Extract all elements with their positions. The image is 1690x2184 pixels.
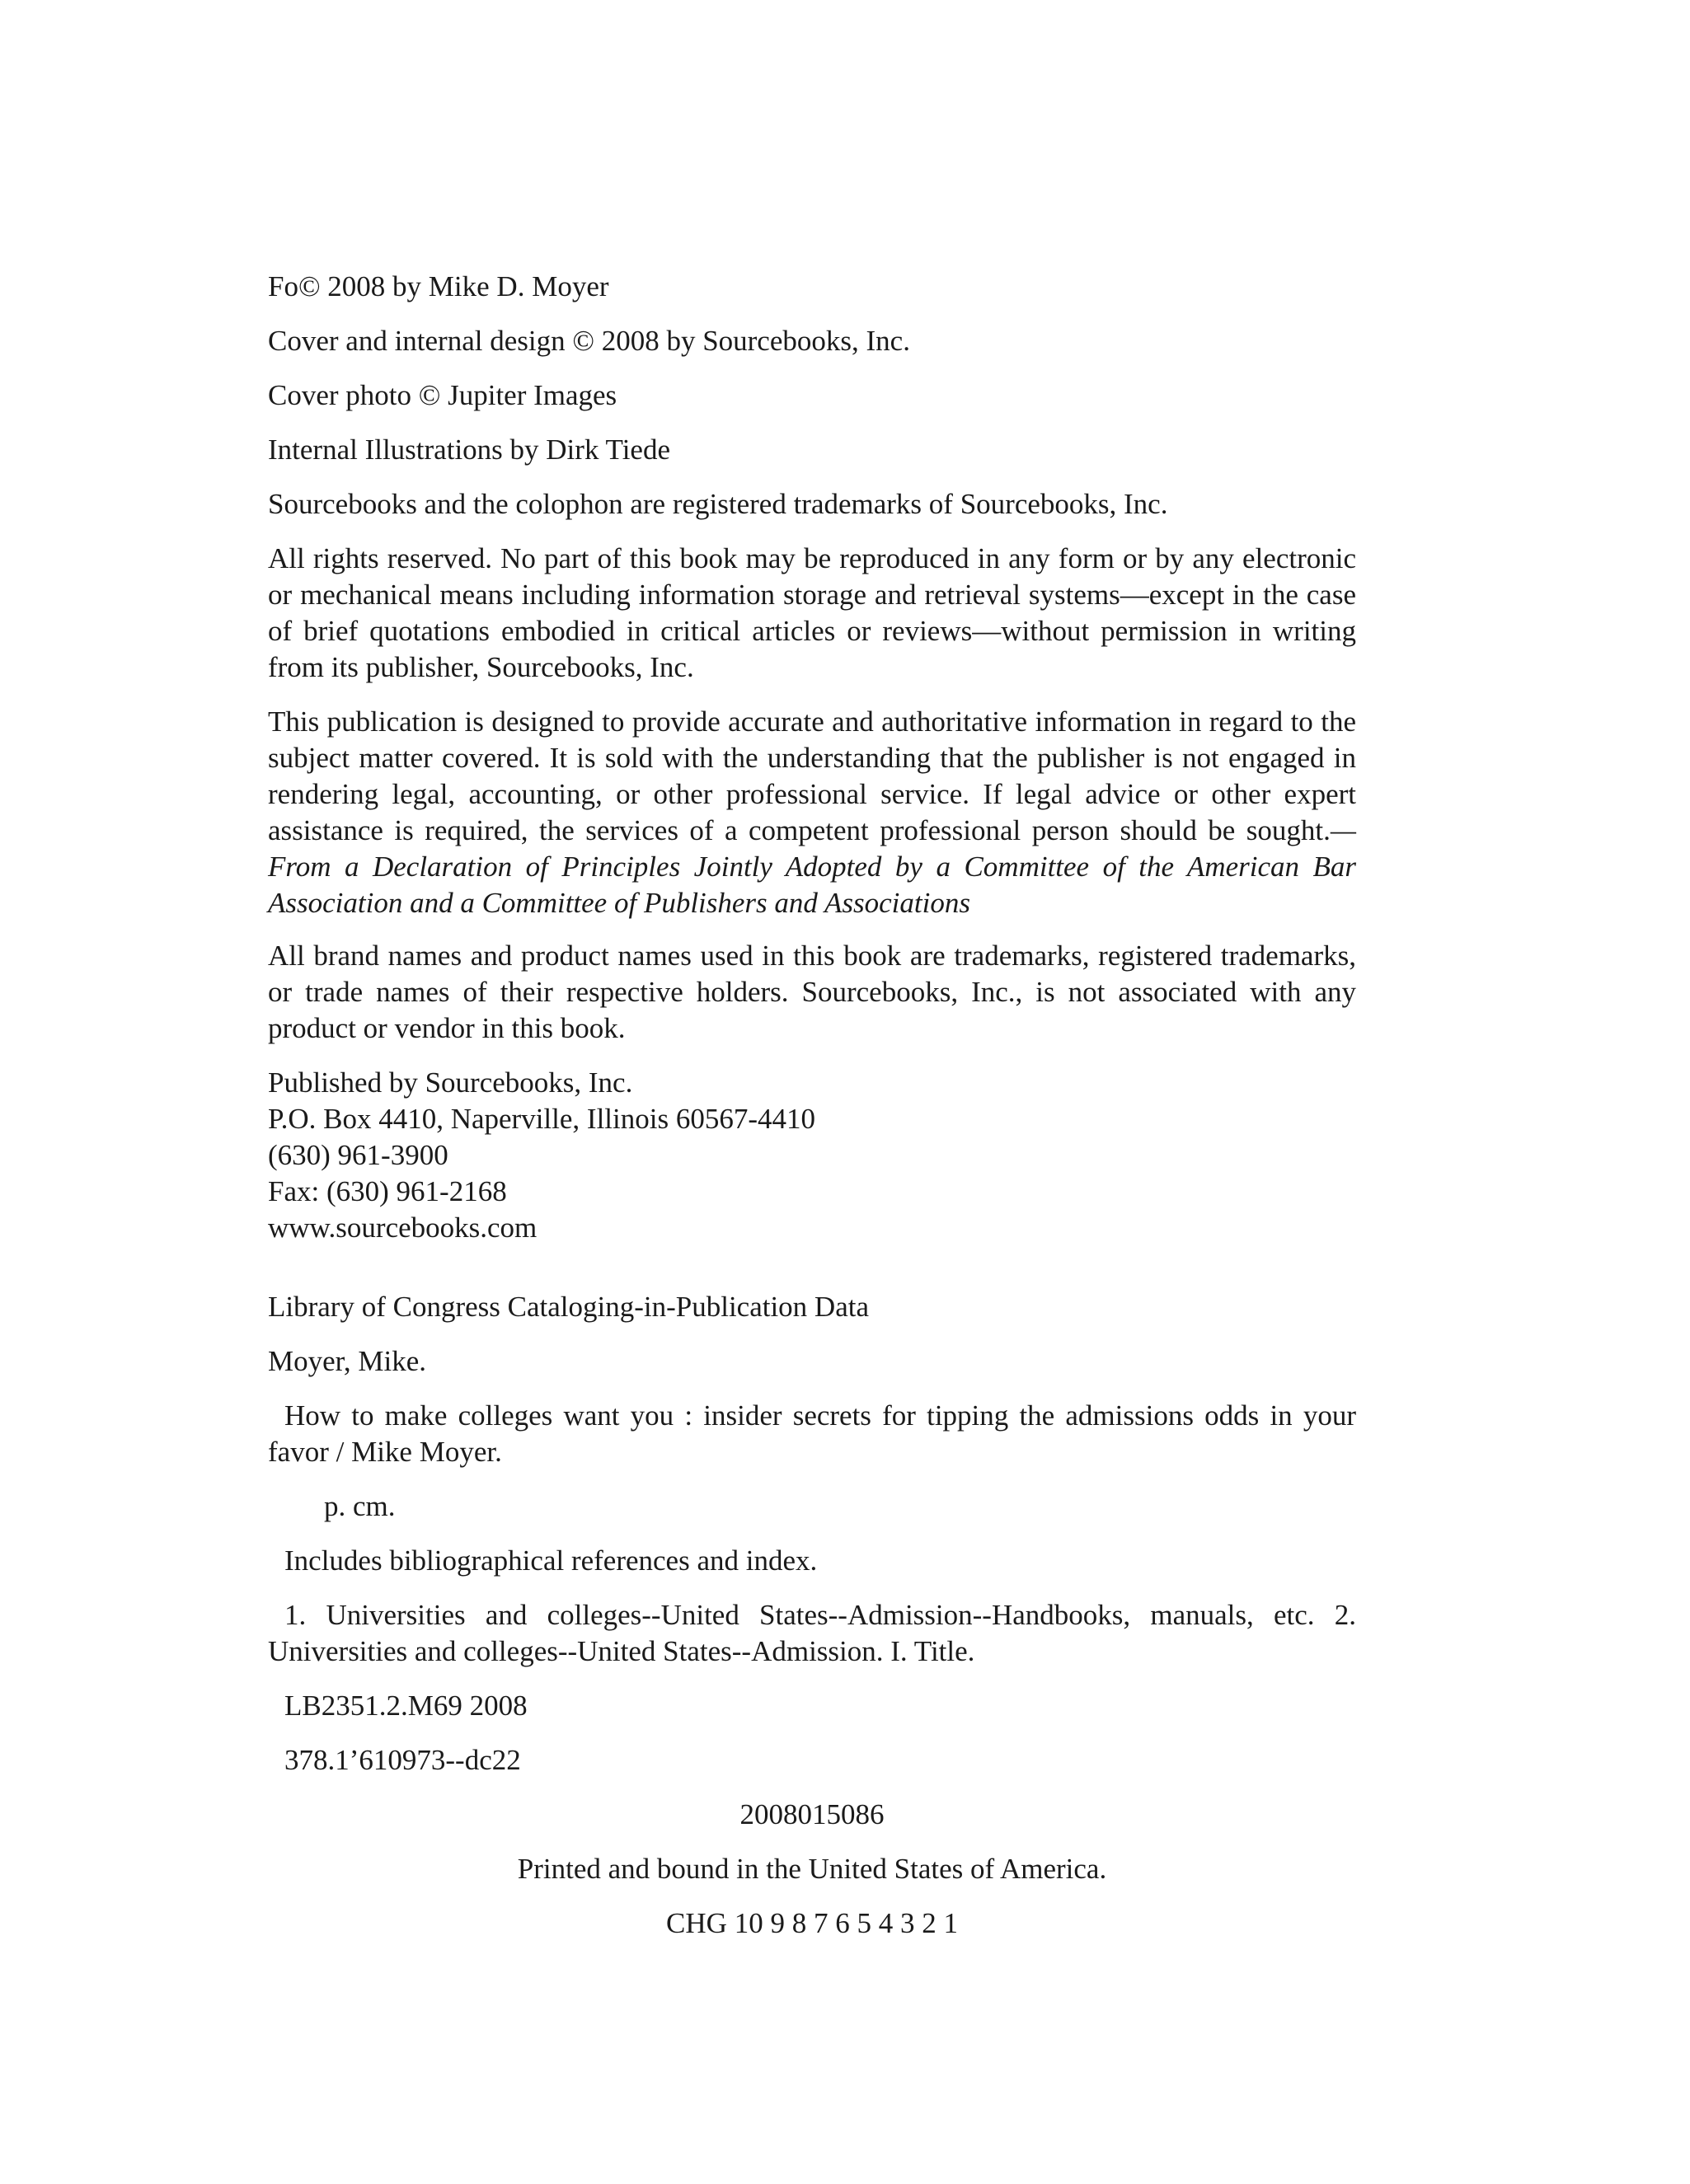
- copyright-author-line: Fo© 2008 by Mike D. Moyer: [268, 270, 609, 302]
- disclaimer-paragraph: [268, 704, 1356, 921]
- cip-heading: Library of Congress Cataloging-in-Publication Data: [268, 1291, 870, 1323]
- publisher-fax: Fax: (630) 961-2168: [268, 1175, 507, 1207]
- cip-notes: Includes bibliographical references and index.: [284, 1544, 818, 1577]
- publisher-info: [268, 1065, 815, 1246]
- disclaimer-text: This publication is designed to provide accurate and authoritative information in regard to the subject matter covered. It is sold with the understanding that the publisher is not engaged in rendering legal, accounting, or other professional service. If legal advice or other expert assistance is required, the services of a competent professional person should be sought.: [268, 705, 1356, 846]
- publisher-name: Published by Sourcebooks, Inc.: [268, 1066, 633, 1099]
- rights-reserved-paragraph: All rights reserved. No part of this book may be reproduced in any form or by any electronic or mechanical means including information storage and retrieval systems—except in the case of brief quotations embodied in critical articles or reviews—without permission in writing from its publisher, Sourcebooks, Inc.: [268, 542, 1356, 683]
- cip-physical-description: p. cm.: [324, 1490, 396, 1522]
- copyright-photo-line: Cover photo © Jupiter Images: [268, 379, 617, 411]
- disclaimer-attribution: —From a Declaration of Principles Jointly Adopted by a Committee of the American Bar Association and a Committee of Publishers and Associations: [268, 814, 1356, 919]
- illustrations-credit-line: Internal Illustrations by Dirk Tiede: [268, 434, 671, 466]
- copyright-design-line: Cover and internal design © 2008 by Sourcebooks, Inc.: [268, 325, 910, 357]
- publisher-address: P.O. Box 4410, Naperville, Illinois 60567-4410: [268, 1103, 815, 1135]
- cip-title-entry: How to make colleges want you : insider secrets for tipping the admissions odds in your favor / Mike Moyer.: [268, 1399, 1356, 1468]
- cip-lccn: 2008015086: [739, 1798, 885, 1830]
- cip-dewey: 378.1’610973--dc22: [284, 1744, 521, 1776]
- cip-author: Moyer, Mike.: [268, 1345, 427, 1377]
- publisher-phone: (630) 961-3900: [268, 1139, 448, 1171]
- publisher-website: www.sourcebooks.com: [268, 1212, 538, 1244]
- cip-subjects: 1. Universities and colleges--United States--Admission--Handbooks, manuals, etc. 2. Universities and colleges--United States--Admission. I. Title.: [268, 1599, 1356, 1667]
- copyright-page: [268, 0, 1356, 2184]
- printing-line: CHG 10 9 8 7 6 5 4 3 2 1: [666, 1907, 958, 1939]
- printed-in-line: Printed and bound in the United States of America.: [517, 1853, 1107, 1885]
- trademark-colophon-line: Sourcebooks and the colophon are registered trademarks of Sourcebooks, Inc.: [268, 488, 1168, 520]
- cip-lc-class: LB2351.2.M69 2008: [284, 1690, 528, 1722]
- brand-names-paragraph: All brand names and product names used in this book are trademarks, registered trademarks, or trade names of their respective holders. Sourcebooks, Inc., is not associated with any product or vendor in this book.: [268, 940, 1356, 1044]
